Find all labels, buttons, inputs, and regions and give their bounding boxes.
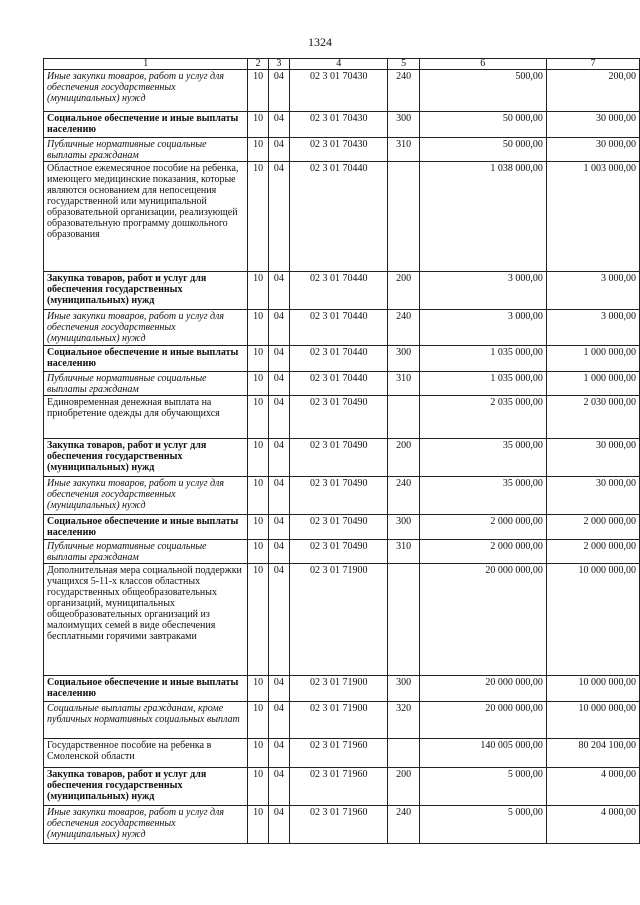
expense-type-code: 240 bbox=[388, 70, 419, 112]
amount-year-1: 1 038 000,00 bbox=[419, 162, 546, 272]
column-header: 3 bbox=[268, 59, 289, 70]
table-row bbox=[44, 162, 640, 272]
row-description: Публичные нормативные социальные выплаты гражданам bbox=[44, 372, 248, 396]
amount-year-1: 140 005 000,00 bbox=[419, 739, 546, 768]
row-description: Областное ежемесячное пособие на ребенка, имеющего медицинские показания, которые являются основанием для непосещения государственной или муниципальной образовательной организации, реализующей образовательную программу дошкольного образования bbox=[44, 162, 248, 272]
row-description: Закупка товаров, работ и услуг для обеспечения государственных (муниципальных) нужд bbox=[44, 272, 248, 310]
amount-year-1: 2 000 000,00 bbox=[419, 515, 546, 540]
subsection-code: 04 bbox=[268, 676, 289, 702]
target-article-code: 02 3 01 71960 bbox=[290, 806, 388, 844]
row-description: Социальное обеспечение и иные выплаты населению bbox=[44, 112, 248, 138]
section-code: 10 bbox=[248, 372, 268, 396]
target-article-code: 02 3 01 70490 bbox=[290, 540, 388, 564]
row-description: Закупка товаров, работ и услуг для обеспечения государственных (муниципальных) нужд bbox=[44, 439, 248, 477]
row-description: Публичные нормативные социальные выплаты гражданам bbox=[44, 138, 248, 162]
section-code: 10 bbox=[248, 806, 268, 844]
target-article-code: 02 3 01 71900 bbox=[290, 564, 388, 676]
amount-year-2: 10 000 000,00 bbox=[546, 676, 639, 702]
amount-year-2: 30 000,00 bbox=[546, 112, 639, 138]
expense-type-code: 240 bbox=[388, 310, 419, 346]
amount-year-2: 3 000,00 bbox=[546, 272, 639, 310]
amount-year-2: 3 000,00 bbox=[546, 310, 639, 346]
section-code: 10 bbox=[248, 272, 268, 310]
section-code: 10 bbox=[248, 112, 268, 138]
amount-year-1: 2 000 000,00 bbox=[419, 540, 546, 564]
subsection-code: 04 bbox=[268, 310, 289, 346]
table-row bbox=[44, 70, 640, 112]
section-code: 10 bbox=[248, 310, 268, 346]
column-header: 7 bbox=[546, 59, 639, 70]
subsection-code: 04 bbox=[268, 564, 289, 676]
amount-year-2: 10 000 000,00 bbox=[546, 702, 639, 739]
row-description: Единовременная денежная выплата на приобретение одежды для обучающихся bbox=[44, 396, 248, 439]
subsection-code: 04 bbox=[268, 739, 289, 768]
amount-year-2: 2 000 000,00 bbox=[546, 515, 639, 540]
amount-year-2: 30 000,00 bbox=[546, 477, 639, 515]
amount-year-2: 30 000,00 bbox=[546, 138, 639, 162]
table-row bbox=[44, 138, 640, 162]
target-article-code: 02 3 01 70440 bbox=[290, 372, 388, 396]
table-body bbox=[44, 59, 640, 844]
subsection-code: 04 bbox=[268, 396, 289, 439]
expense-type-code: 320 bbox=[388, 702, 419, 739]
row-description: Социальное обеспечение и иные выплаты населению bbox=[44, 346, 248, 372]
expense-type-code: 300 bbox=[388, 515, 419, 540]
column-header: 1 bbox=[44, 59, 248, 70]
expense-type-code: 300 bbox=[388, 112, 419, 138]
row-description: Дополнительная мера социальной поддержки учащихся 5-11-х классов областных государственных общеобразовательных организаций, муниципальных общеобразовательных организаций из малоимущих семей в виде обеспечения бесплатными горячими завтраками bbox=[44, 564, 248, 676]
target-article-code: 02 3 01 71900 bbox=[290, 676, 388, 702]
subsection-code: 04 bbox=[268, 540, 289, 564]
section-code: 10 bbox=[248, 138, 268, 162]
row-description: Иные закупки товаров, работ и услуг для обеспечения государственных (муниципальных) нужд bbox=[44, 477, 248, 515]
section-code: 10 bbox=[248, 540, 268, 564]
amount-year-2: 4 000,00 bbox=[546, 806, 639, 844]
amount-year-1: 35 000,00 bbox=[419, 477, 546, 515]
budget-table bbox=[43, 58, 640, 844]
row-description: Публичные нормативные социальные выплаты гражданам bbox=[44, 540, 248, 564]
amount-year-2: 1 000 000,00 bbox=[546, 372, 639, 396]
row-description: Социальное обеспечение и иные выплаты населению bbox=[44, 515, 248, 540]
subsection-code: 04 bbox=[268, 112, 289, 138]
table-row bbox=[44, 372, 640, 396]
row-description: Иные закупки товаров, работ и услуг для обеспечения государственных (муниципальных) нужд bbox=[44, 70, 248, 112]
target-article-code: 02 3 01 70490 bbox=[290, 439, 388, 477]
target-article-code: 02 3 01 70490 bbox=[290, 515, 388, 540]
table-row bbox=[44, 112, 640, 138]
amount-year-1: 50 000,00 bbox=[419, 112, 546, 138]
section-code: 10 bbox=[248, 739, 268, 768]
target-article-code: 02 3 01 70440 bbox=[290, 310, 388, 346]
target-article-code: 02 3 01 71960 bbox=[290, 768, 388, 806]
amount-year-1: 5 000,00 bbox=[419, 806, 546, 844]
table-header-row bbox=[44, 59, 640, 70]
table-row bbox=[44, 310, 640, 346]
amount-year-1: 20 000 000,00 bbox=[419, 564, 546, 676]
amount-year-1: 1 035 000,00 bbox=[419, 372, 546, 396]
section-code: 10 bbox=[248, 439, 268, 477]
subsection-code: 04 bbox=[268, 768, 289, 806]
subsection-code: 04 bbox=[268, 346, 289, 372]
amount-year-1: 3 000,00 bbox=[419, 310, 546, 346]
section-code: 10 bbox=[248, 477, 268, 515]
amount-year-2: 4 000,00 bbox=[546, 768, 639, 806]
table-row bbox=[44, 676, 640, 702]
target-article-code: 02 3 01 70440 bbox=[290, 162, 388, 272]
row-description: Социальные выплаты гражданам, кроме публичных нормативных социальных выплат bbox=[44, 702, 248, 739]
target-article-code: 02 3 01 70430 bbox=[290, 112, 388, 138]
amount-year-1: 2 035 000,00 bbox=[419, 396, 546, 439]
target-article-code: 02 3 01 70430 bbox=[290, 70, 388, 112]
table-row bbox=[44, 477, 640, 515]
section-code: 10 bbox=[248, 70, 268, 112]
expense-type-code bbox=[388, 162, 419, 272]
amount-year-2: 2 030 000,00 bbox=[546, 396, 639, 439]
amount-year-2: 80 204 100,00 bbox=[546, 739, 639, 768]
expense-type-code bbox=[388, 739, 419, 768]
subsection-code: 04 bbox=[268, 477, 289, 515]
section-code: 10 bbox=[248, 396, 268, 439]
target-article-code: 02 3 01 70490 bbox=[290, 396, 388, 439]
subsection-code: 04 bbox=[268, 806, 289, 844]
table-row bbox=[44, 346, 640, 372]
expense-type-code: 200 bbox=[388, 272, 419, 310]
subsection-code: 04 bbox=[268, 439, 289, 477]
target-article-code: 02 3 01 71960 bbox=[290, 739, 388, 768]
table-row bbox=[44, 272, 640, 310]
expense-type-code: 310 bbox=[388, 540, 419, 564]
section-code: 10 bbox=[248, 564, 268, 676]
target-article-code: 02 3 01 70430 bbox=[290, 138, 388, 162]
amount-year-2: 30 000,00 bbox=[546, 439, 639, 477]
amount-year-1: 20 000 000,00 bbox=[419, 676, 546, 702]
table-row bbox=[44, 768, 640, 806]
amount-year-1: 3 000,00 bbox=[419, 272, 546, 310]
amount-year-2: 2 000 000,00 bbox=[546, 540, 639, 564]
table-row bbox=[44, 396, 640, 439]
subsection-code: 04 bbox=[268, 272, 289, 310]
amount-year-1: 20 000 000,00 bbox=[419, 702, 546, 739]
column-header: 4 bbox=[290, 59, 388, 70]
amount-year-1: 1 035 000,00 bbox=[419, 346, 546, 372]
section-code: 10 bbox=[248, 515, 268, 540]
expense-type-code: 200 bbox=[388, 768, 419, 806]
row-description: Закупка товаров, работ и услуг для обеспечения государственных (муниципальных) нужд bbox=[44, 768, 248, 806]
expense-type-code: 300 bbox=[388, 676, 419, 702]
amount-year-2: 1 003 000,00 bbox=[546, 162, 639, 272]
target-article-code: 02 3 01 71900 bbox=[290, 702, 388, 739]
section-code: 10 bbox=[248, 702, 268, 739]
table-row bbox=[44, 439, 640, 477]
subsection-code: 04 bbox=[268, 372, 289, 396]
row-description: Социальное обеспечение и иные выплаты населению bbox=[44, 676, 248, 702]
table-row bbox=[44, 515, 640, 540]
expense-type-code: 310 bbox=[388, 372, 419, 396]
amount-year-1: 35 000,00 bbox=[419, 439, 546, 477]
amount-year-2: 200,00 bbox=[546, 70, 639, 112]
table-row bbox=[44, 739, 640, 768]
column-header: 5 bbox=[388, 59, 419, 70]
amount-year-1: 500,00 bbox=[419, 70, 546, 112]
section-code: 10 bbox=[248, 676, 268, 702]
table-row bbox=[44, 702, 640, 739]
expense-type-code: 240 bbox=[388, 806, 419, 844]
expense-type-code: 200 bbox=[388, 439, 419, 477]
amount-year-2: 1 000 000,00 bbox=[546, 346, 639, 372]
target-article-code: 02 3 01 70440 bbox=[290, 346, 388, 372]
amount-year-1: 50 000,00 bbox=[419, 138, 546, 162]
target-article-code: 02 3 01 70440 bbox=[290, 272, 388, 310]
target-article-code: 02 3 01 70490 bbox=[290, 477, 388, 515]
page-number: 1324 bbox=[308, 35, 332, 49]
column-header: 2 bbox=[248, 59, 268, 70]
amount-year-1: 5 000,00 bbox=[419, 768, 546, 806]
expense-type-code bbox=[388, 396, 419, 439]
amount-year-2: 10 000 000,00 bbox=[546, 564, 639, 676]
expense-type-code bbox=[388, 564, 419, 676]
section-code: 10 bbox=[248, 162, 268, 272]
row-description: Государственное пособие на ребенка в Смоленской области bbox=[44, 739, 248, 768]
subsection-code: 04 bbox=[268, 70, 289, 112]
expense-type-code: 310 bbox=[388, 138, 419, 162]
table-row bbox=[44, 806, 640, 844]
subsection-code: 04 bbox=[268, 515, 289, 540]
section-code: 10 bbox=[248, 346, 268, 372]
row-description: Иные закупки товаров, работ и услуг для обеспечения государственных (муниципальных) нужд bbox=[44, 310, 248, 346]
expense-type-code: 240 bbox=[388, 477, 419, 515]
subsection-code: 04 bbox=[268, 162, 289, 272]
table-row bbox=[44, 564, 640, 676]
expense-type-code: 300 bbox=[388, 346, 419, 372]
table-row bbox=[44, 540, 640, 564]
row-description: Иные закупки товаров, работ и услуг для обеспечения государственных (муниципальных) нужд bbox=[44, 806, 248, 844]
subsection-code: 04 bbox=[268, 138, 289, 162]
section-code: 10 bbox=[248, 768, 268, 806]
column-header: 6 bbox=[419, 59, 546, 70]
subsection-code: 04 bbox=[268, 702, 289, 739]
